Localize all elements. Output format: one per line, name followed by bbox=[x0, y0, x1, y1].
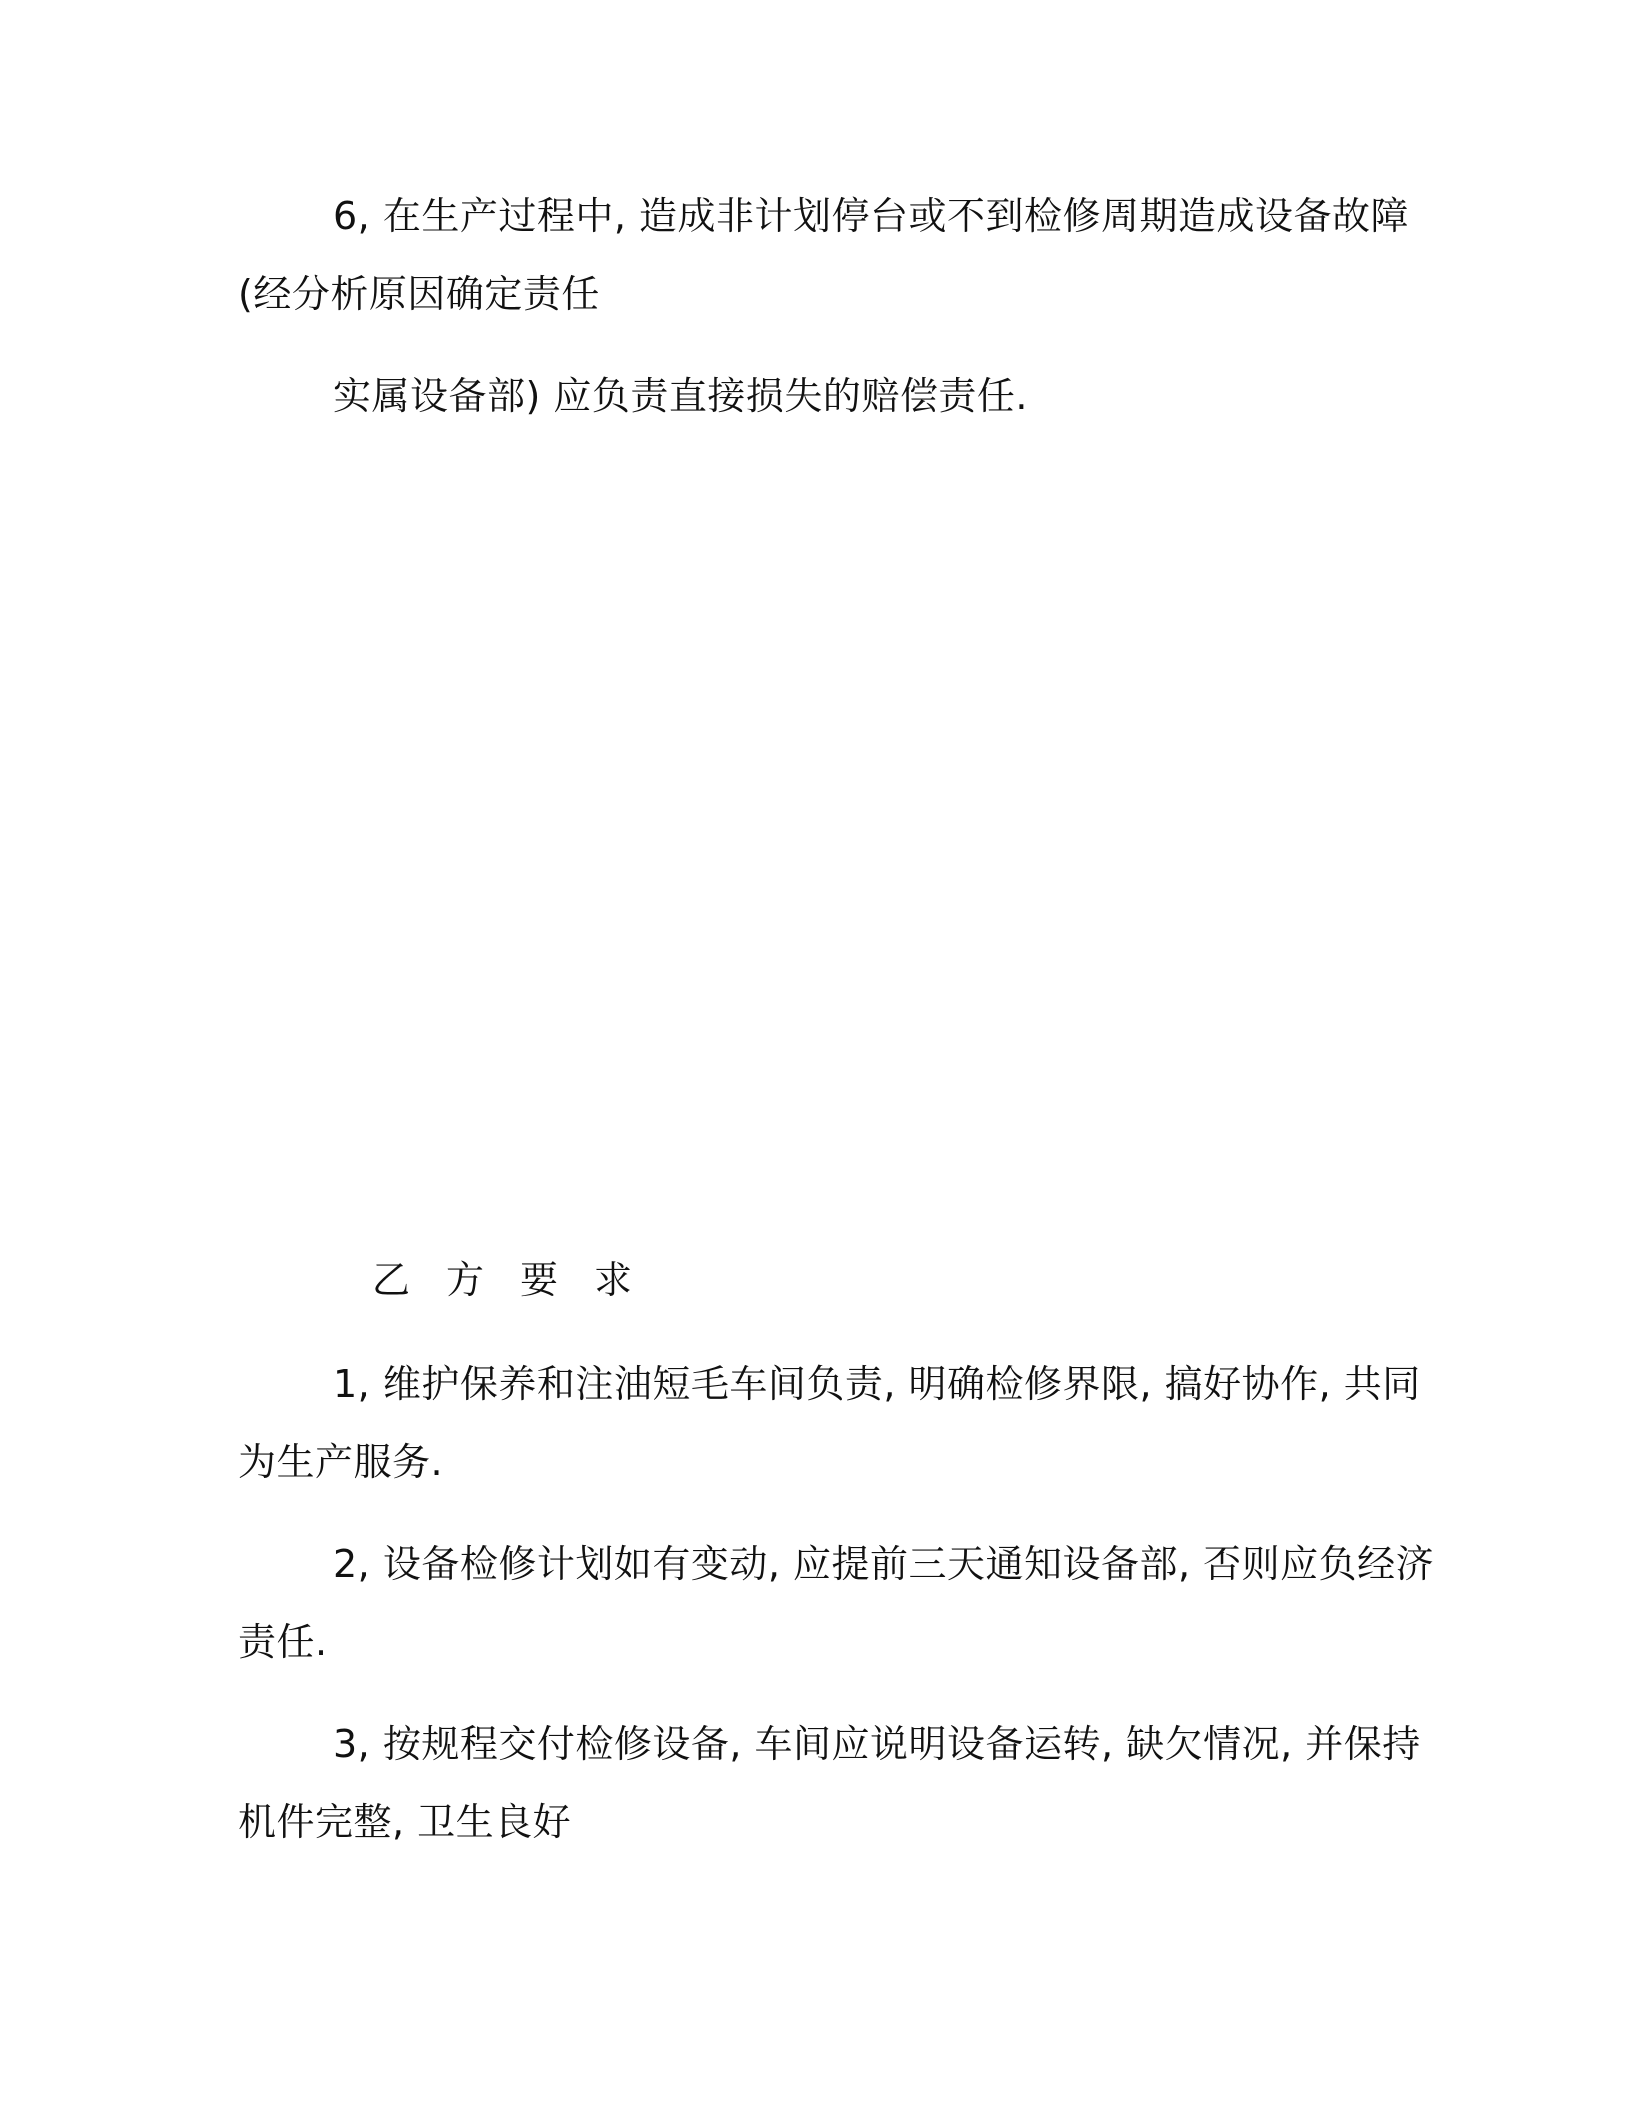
clause-2-line-2: 责任. bbox=[238, 1620, 328, 1664]
clause-3-line-2: 机件完整, 卫生良好 bbox=[238, 1800, 572, 1844]
clause-6-line-2: (经分析原因确定责任 bbox=[238, 272, 600, 316]
section-heading-party-b-requirements: 乙方要求 bbox=[372, 1258, 669, 1302]
clause-6-line-3: 实属设备部) 应负责直接损失的赔偿责任. bbox=[333, 374, 1028, 418]
clause-1-line-1: 1, 维护保养和注油短毛车间负责, 明确检修界限, 搞好协作, 共同 bbox=[333, 1362, 1421, 1406]
clause-1-line-2: 为生产服务. bbox=[238, 1440, 444, 1484]
clause-3-line-1: 3, 按规程交付检修设备, 车间应说明设备运转, 缺欠情况, 并保持 bbox=[333, 1722, 1421, 1766]
clause-2-line-1: 2, 设备检修计划如有变动, 应提前三天通知设备部, 否则应负经济 bbox=[333, 1542, 1435, 1586]
clause-6-line-1: 6, 在生产过程中, 造成非计划停台或不到检修周期造成设备故障 bbox=[333, 194, 1409, 238]
